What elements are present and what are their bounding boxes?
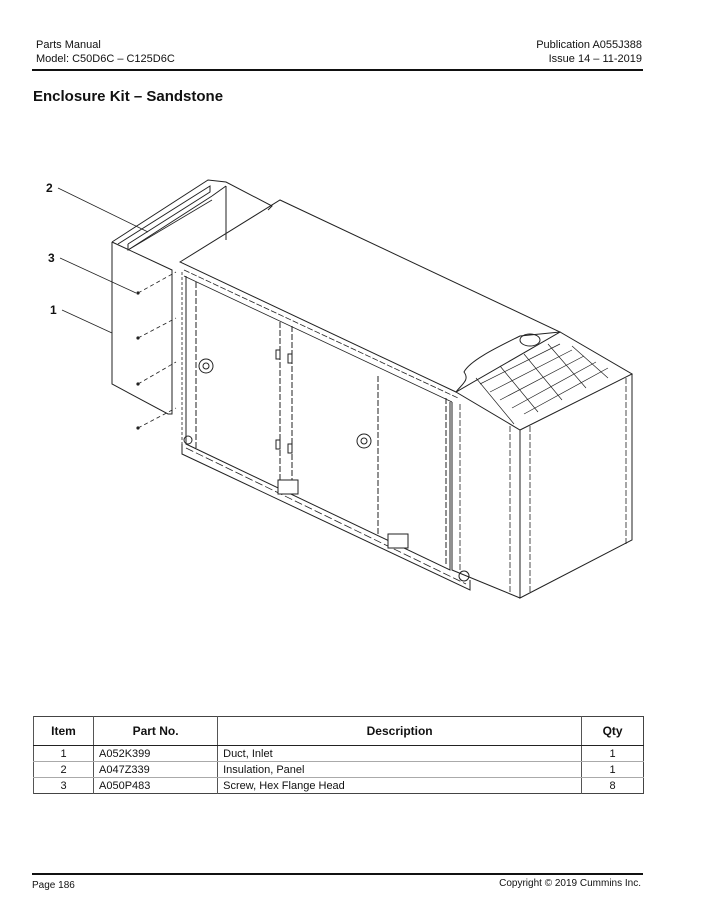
page-title: Enclosure Kit – Sandstone: [33, 88, 224, 105]
model-range: Model: C50D6C – C125D6C: [36, 53, 175, 65]
cell-part-no: A050P483: [94, 778, 218, 794]
parts-table: [33, 716, 644, 794]
cell-item: 2: [34, 762, 94, 778]
cell-description: Duct, Inlet: [218, 746, 582, 762]
cell-qty: 1: [582, 762, 644, 778]
header-divider: [32, 69, 643, 71]
header-item: Item: [34, 717, 94, 746]
exploded-view-diagram: [0, 150, 705, 630]
table-row: [34, 778, 644, 794]
header-description: Description: [218, 717, 582, 746]
header-left: [36, 38, 175, 66]
cell-part-no: A047Z339: [94, 762, 218, 778]
cell-item: 1: [34, 746, 94, 762]
table-header-row: [34, 717, 644, 746]
table-row: [34, 762, 644, 778]
footer-divider: [32, 873, 643, 875]
table-row: [34, 746, 644, 762]
callout-3: 3: [48, 251, 55, 265]
cell-item: 3: [34, 778, 94, 794]
callout-1: 1: [50, 303, 57, 317]
cell-description: Screw, Hex Flange Head: [218, 778, 582, 794]
issue-date: Issue 14 – 11-2019: [548, 53, 642, 65]
header-qty: Qty: [582, 717, 644, 746]
manual-type: Parts Manual: [36, 39, 101, 51]
header-right: [536, 38, 642, 66]
page-number: Page 186: [32, 880, 75, 891]
cell-description: Insulation, Panel: [218, 762, 582, 778]
header-part-no: Part No.: [94, 717, 218, 746]
publication-number: Publication A055J388: [536, 39, 642, 51]
callout-2: 2: [46, 181, 53, 195]
copyright: Copyright © 2019 Cummins Inc.: [499, 878, 641, 889]
cell-part-no: A052K399: [94, 746, 218, 762]
cell-qty: 8: [582, 778, 644, 794]
cell-qty: 1: [582, 746, 644, 762]
